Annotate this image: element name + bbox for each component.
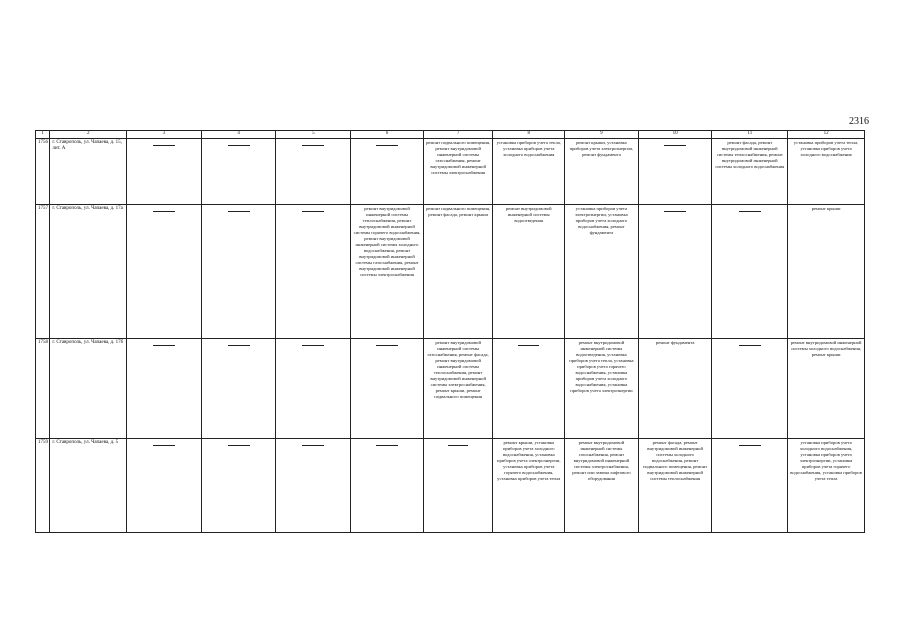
row-cell: [712, 204, 788, 338]
row-cell: [712, 438, 788, 532]
row-number: 1758: [36, 338, 50, 438]
row-cell: ремонт фасада, ремонт внутридомовой инженерной системы теплоснабжения, ремонт внутридомовой инженерной системы холодного водоснабжения: [712, 138, 788, 204]
row-cell: ремонт крыши: [788, 204, 865, 338]
header-cell: 6: [351, 131, 424, 139]
row-cell: установка приборов учета электроэнергии, установка приборов учета холодного водоснабжения, ремонт фундамента: [565, 204, 639, 338]
row-number: 1756: [36, 138, 50, 204]
row-cell: ремонт фундамента: [638, 338, 712, 438]
row-address: г. Ставрополь, ул. Чапаева, д. 17б: [50, 338, 127, 438]
row-cell: [201, 204, 276, 338]
row-cell: ремонт внутридомовой инженерной системы теплоснабжения, ремонт внутридомовой инженерной системы горячего водоснабжения, ремонт внутридомовой инженерной системы холодного водоснабжения, ремонт внутридомовой инженерной системы газоснабжения, ремонт внутридомовой инженерной системы электроснабжения: [351, 204, 424, 338]
row-cell: [351, 438, 424, 532]
header-cell: 4: [201, 131, 276, 139]
row-number: 1759: [36, 438, 50, 532]
row-cell: [201, 138, 276, 204]
header-cell: 5: [276, 131, 351, 139]
header-cell: 12: [788, 131, 865, 139]
table-row: [36, 138, 865, 204]
column-number-header-row: [36, 131, 865, 139]
row-cell: [276, 204, 351, 338]
row-cell: [423, 438, 493, 532]
row-cell: установка приборов учета тепла, установка приборов учета холодного водоснабжения: [788, 138, 865, 204]
header-cell: 2: [50, 131, 127, 139]
row-cell: установка приборов учета холодного водоснабжения, установка приборов учета электроэнергии, установка приборов учета горячего водоснабжения, установка приборов учета тепла: [788, 438, 865, 532]
row-cell: установка приборов учета тепла, установка приборов учета холодного водоснабжения: [493, 138, 565, 204]
row-cell: [276, 338, 351, 438]
row-cell: ремонт внутридомовой инженерной системы водоотведения, установка приборов учета тепла, установка приборов учета горячего водоснабжения, установка приборов учета холодного водоснабжения, установка приборов учета электроэнергии: [565, 338, 639, 438]
table-row: [36, 204, 865, 338]
row-cell: ремонт крыши, установка приборов учета холодного водоснабжения, установка приборов учета электроэнергии, установка приборов учета горячего водоснабжения, установка приборов учета тепла: [493, 438, 565, 532]
row-cell: [351, 138, 424, 204]
table-row: [36, 338, 865, 438]
row-cell: ремонт фасада, ремонт внутридомовой инженерной системы холодного водоснабжения, ремонт подвального помещения, ремонт внутридомовой инженерной системы теплоснабжения: [638, 438, 712, 532]
row-cell: ремонт внутридомовой инженерной системы газоснабжения, ремонт внутридомовой инженерной системы электроснабжения, ремонт или замена лифтового оборудования: [565, 438, 639, 532]
header-cell: 8: [493, 131, 565, 139]
row-cell: ремонт внутридомовой инженерной системы водоотведения: [493, 204, 565, 338]
row-cell: [493, 338, 565, 438]
row-cell: ремонт крыши, установка приборов учета электроэнергии, ремонт фундамента: [565, 138, 639, 204]
row-cell: [638, 138, 712, 204]
row-cell: [127, 438, 202, 532]
row-number: 1757: [36, 204, 50, 338]
table-row: [36, 438, 865, 532]
row-cell: [201, 338, 276, 438]
row-cell: [127, 138, 202, 204]
row-cell: [127, 338, 202, 438]
header-cell: 10: [638, 131, 712, 139]
work-schedule-table: [35, 130, 865, 533]
row-address: г. Ставрополь, ул. Чапаева, д. 5: [50, 438, 127, 532]
header-cell: 1: [36, 131, 50, 139]
row-cell: [276, 138, 351, 204]
row-cell: [351, 338, 424, 438]
row-cell: [712, 338, 788, 438]
header-cell: 9: [565, 131, 639, 139]
row-cell: [127, 204, 202, 338]
row-cell: [276, 438, 351, 532]
page-number: 2316: [849, 116, 869, 127]
row-cell: ремонт внутридомовой инженерной системы холодного водоснабжения, ремонт крыши: [788, 338, 865, 438]
row-cell: ремонт подвального помещения, ремонт фасада, ремонт крыши: [423, 204, 493, 338]
row-address: г. Ставрополь, ул. Чапаева, д. 17а: [50, 204, 127, 338]
row-address: г. Ставрополь, ул. Чапаева, д. 15, лит. А: [50, 138, 127, 204]
header-cell: 3: [127, 131, 202, 139]
header-cell: 7: [423, 131, 493, 139]
row-cell: [201, 438, 276, 532]
row-cell: ремонт внутридомовой инженерной системы газоснабжения, ремонт фасада, ремонт внутридомовой инженерной системы теплоснабжения, ремонт внутридомовой инженерной системы электроснабжения, ремонт крыши, ремонт подвального помещения: [423, 338, 493, 438]
row-cell: ремонт подвального помещения, ремонт внутридомовой инженерной системы газоснабжения, ремонт внутридомовой инженерной системы электроснабжения: [423, 138, 493, 204]
row-cell: [638, 204, 712, 338]
header-cell: 11: [712, 131, 788, 139]
